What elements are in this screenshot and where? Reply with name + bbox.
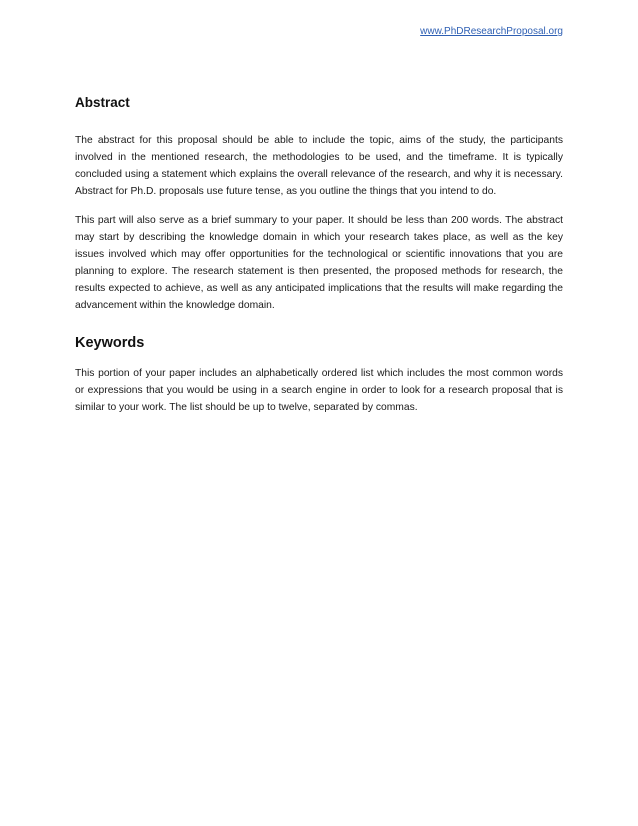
document-body (75, 94, 563, 428)
keywords-section (75, 334, 563, 416)
abstract-paragraph-2: This part will also serve as a brief summary to your paper. It should be less than 200 words. The abstract may start by describing the knowledge domain in which your research takes place, as well as the key issues involved which may offer opportunities for the technological or scientific innovations that you are planning to explore. The research statement is then presented, the proposed methods for research, the results expected to achieve, as well as any anticipated implications that the results will make regarding the advancement within the knowledge domain. (75, 215, 563, 311)
abstract-section (75, 94, 563, 314)
abstract-paragraph-1: The abstract for this proposal should be able to include the topic, aims of the study, the participants involved in the mentioned research, the methodologies to be used, and the timeframe. It is typically concluded using a statement which explains the overall relevance of the research, and why it is necessary. Abstract for Ph.D. proposals use future tense, as you outline the things that you intend to do. (75, 135, 563, 197)
abstract-heading: Abstract (75, 95, 130, 110)
website-link[interactable]: www.PhDResearchProposal.org (420, 26, 563, 37)
keywords-paragraph-1: This portion of your paper includes an alphabetically ordered list which includes the most common words or expressions that you would be using in a search engine in order to look for a research proposal that is similar to your work. The list should be up to twelve, separated by commas. (75, 368, 563, 413)
keywords-heading: Keywords (75, 335, 145, 351)
